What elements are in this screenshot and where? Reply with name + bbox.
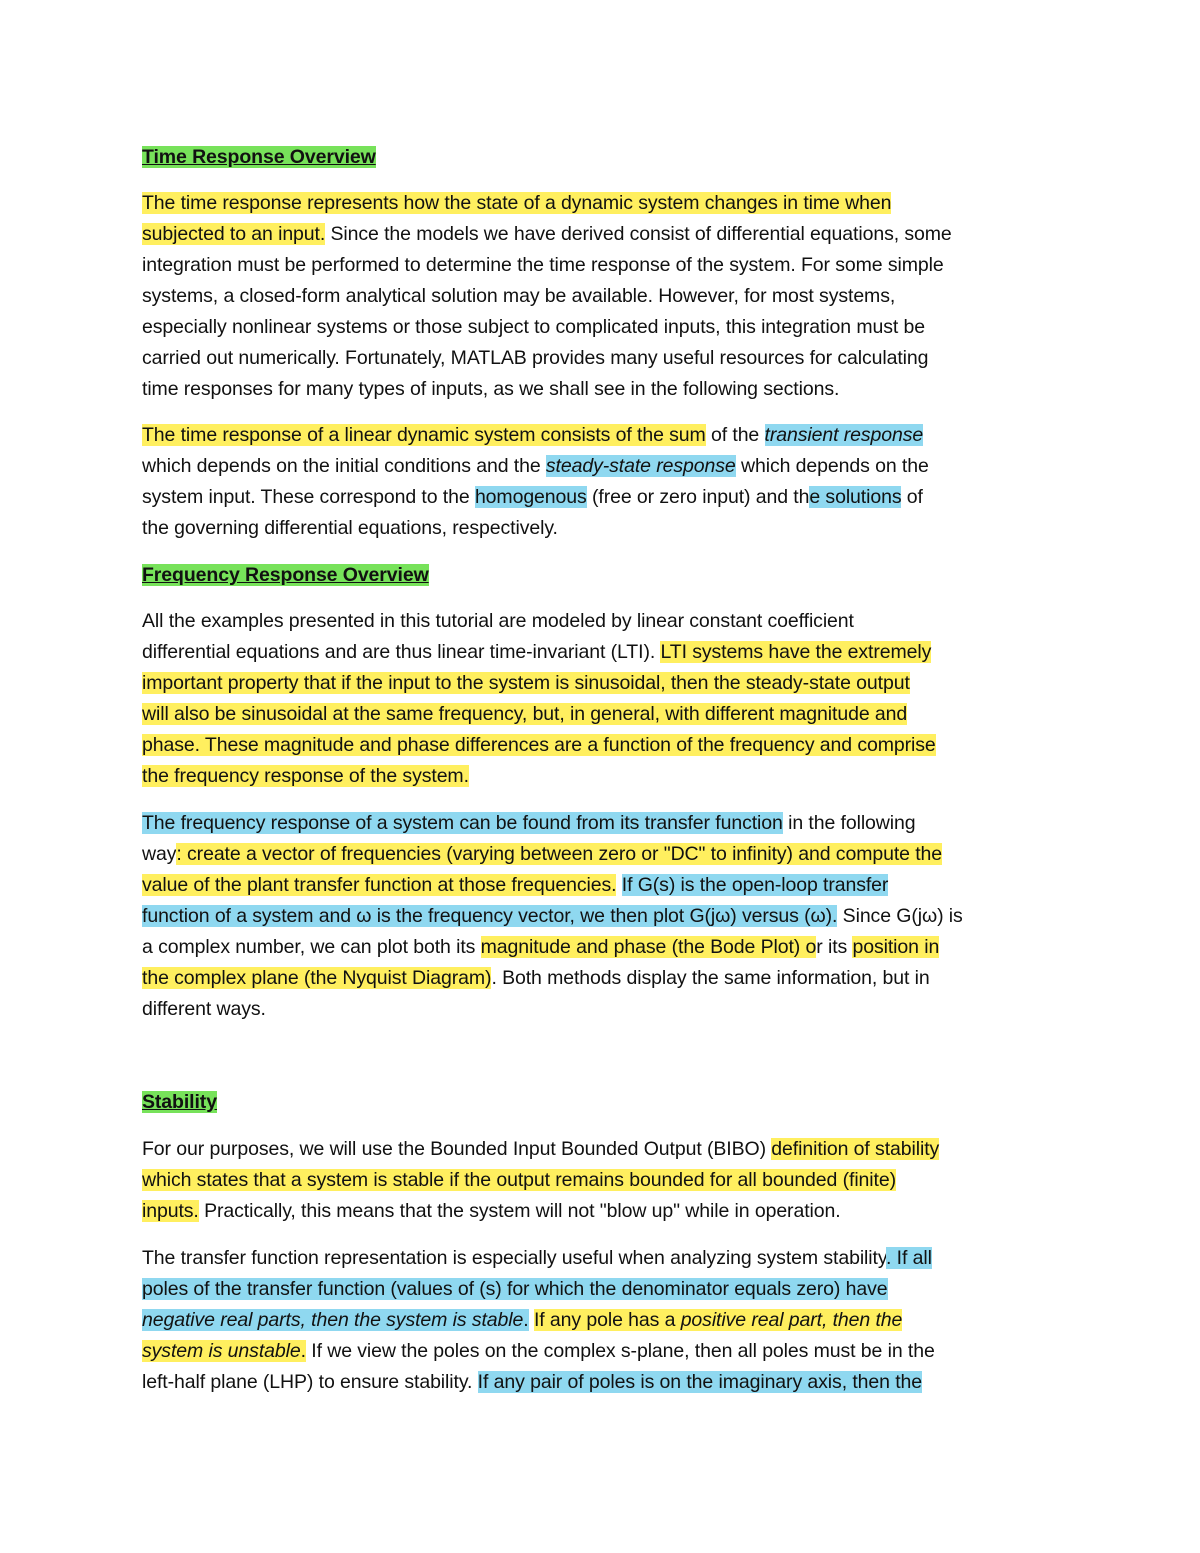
text-line — [142, 1336, 935, 1367]
text-line — [142, 932, 939, 963]
highlighted-text: If — [533, 1309, 550, 1331]
heading-frequency-response — [142, 560, 429, 591]
text-span: of — [901, 486, 923, 508]
text-span: in the following — [782, 812, 916, 834]
text-line — [142, 606, 854, 637]
text-span — [616, 874, 621, 896]
text-line — [142, 730, 936, 761]
highlighted-text: system is unstable — [142, 1340, 301, 1362]
text-line — [142, 1274, 888, 1305]
highlighted-text: homogenous — [474, 486, 587, 508]
highlighted-text: positive real part, then the — [680, 1309, 903, 1331]
highlighted-text: definition of stability — [771, 1138, 940, 1160]
highlighted-text: : create a vector of frequencies (varying between zero or "DC" to infinity) and compute the — [176, 843, 943, 865]
text-span: which depends on the — [735, 455, 929, 477]
text-line — [142, 994, 266, 1025]
text-line — [142, 219, 952, 250]
text-line — [142, 420, 923, 451]
highlighted-text: ny pole has a — [560, 1309, 681, 1331]
text-line — [142, 374, 839, 405]
highlighted-text: the complex plane (the Nyquist Diagram) — [142, 967, 492, 989]
text-span: which depends on the initial conditions and the — [142, 455, 546, 477]
text-span: . Both methods display the same information, but in — [491, 967, 930, 989]
text-line — [142, 312, 925, 343]
highlighted-text: . — [300, 1340, 306, 1362]
highlighted-text: If G(s) is the open-loop transfer — [621, 874, 889, 896]
text-span: integration must be performed to determine the time response of the system. For some simple — [142, 254, 944, 276]
highlighted-text: phase. These magnitude and phase differences are a function of the frequency and comprise — [142, 734, 936, 756]
text-line — [142, 513, 558, 544]
highlighted-text: The frequency response of a system can be found from its transfer function — [142, 812, 783, 834]
text-span: time responses for many types of inputs, as we shall see in the following sections. — [142, 378, 840, 400]
text-line — [142, 637, 931, 668]
text-span: Practically, this means that the system will not "blow up" while in operation. — [198, 1200, 841, 1222]
text-span: way — [142, 843, 177, 865]
highlighted-text: subjected to an input. — [142, 223, 326, 245]
highlighted-text: poles of the transfer function (values of (s) for which the denominator equals zero) have — [142, 1278, 888, 1300]
text-span: (free or zero input) and th — [586, 486, 810, 508]
text-span: For our purposes, we will use the Bounded Input Bounded Output (BIBO) — [142, 1138, 772, 1160]
highlighted-text: a — [549, 1309, 561, 1331]
text-line — [142, 281, 895, 312]
text-line — [142, 963, 930, 994]
highlighted-text: steady-state response — [545, 455, 736, 477]
highlighted-text: transient response — [764, 424, 924, 446]
text-span: of the — [705, 424, 765, 446]
text-line — [142, 1367, 922, 1398]
text-span: the governing differential equations, respectively. — [142, 517, 558, 539]
highlighted-text: position in — [852, 936, 940, 958]
text-line — [142, 699, 907, 730]
text-span: systems, a closed-form analytical solution may be available. However, for most systems, — [142, 285, 896, 307]
highlighted-text: If any pair of poles is on the imaginary axis, then the — [477, 1371, 923, 1393]
text-line — [142, 188, 891, 219]
text-line — [142, 343, 928, 374]
highlighted-text: which states that a system is stable if the output remains bounded for all bounded (finite) — [142, 1169, 896, 1191]
text-span: Since the models we have derived consist of differential equations, some — [325, 223, 952, 245]
highlighted-text: magnitude and phase (the Bode Plot) o — [480, 936, 817, 958]
highlighted-text: Stability — [142, 1091, 217, 1113]
highlighted-text: Frequency Response Overview — [142, 564, 429, 586]
highlighted-text: will also be sinusoidal at the same frequency, but, in general, with different magnitude and — [142, 703, 908, 725]
text-line — [142, 870, 888, 901]
highlighted-text: the frequency response of the system. — [142, 765, 469, 787]
text-span: The transfer function representation is especially useful when analyzing system stability — [142, 1247, 887, 1269]
text-line — [142, 1196, 841, 1227]
text-span: left-half plane (LHP) to ensure stability. — [142, 1371, 478, 1393]
text-line — [142, 482, 923, 513]
text-line — [142, 668, 910, 699]
highlighted-text: The time response of a linear dynamic system consists of the sum — [142, 424, 706, 446]
text-span: If we view the poles on the complex s-plane, then all poles must be in the — [305, 1340, 935, 1362]
text-span: carried out numerically. Fortunately, MATLAB provides many useful resources for calculating — [142, 347, 929, 369]
highlighted-text: The time response represents how the state of a dynamic system changes in time when — [142, 192, 892, 214]
text-line — [142, 808, 916, 839]
text-line — [142, 1305, 902, 1336]
text-span: All the examples presented in this tutorial are modeled by linear constant coefficient — [142, 610, 854, 632]
heading-stability — [142, 1087, 217, 1118]
text-line — [142, 1134, 939, 1165]
text-span: a complex number, we can plot both its — [142, 936, 481, 958]
text-line — [142, 761, 469, 792]
text-span: Since G(jω) is — [837, 905, 963, 927]
highlighted-text: value of the plant transfer function at those frequencies. — [142, 874, 617, 896]
highlighted-text: negative real parts, then the system is stable — [142, 1309, 524, 1331]
highlighted-text: LTI systems have the extremely — [660, 641, 932, 663]
highlighted-text: important property that if the input to the system is sinusoidal, then the steady-state output — [142, 672, 910, 694]
text-span: especially nonlinear systems or those subject to complicated inputs, this integration must be — [142, 316, 926, 338]
text-span: differential equations and are thus linear time-invariant (LTI). — [142, 641, 661, 663]
text-line — [142, 901, 963, 932]
text-line — [142, 250, 944, 281]
highlighted-text: . If all — [886, 1247, 932, 1269]
highlighted-text: e solutions — [809, 486, 902, 508]
text-line — [142, 1165, 896, 1196]
text-span: r its — [816, 936, 853, 958]
text-span: different ways. — [142, 998, 266, 1020]
highlighted-text: inputs. — [142, 1200, 199, 1222]
text-line — [142, 1243, 932, 1274]
text-span: system input. These correspond to the — [142, 486, 475, 508]
highlighted-text: function of a system and ω is the frequency vector, we then plot G(jω) versus (ω). — [142, 905, 838, 927]
heading-time-response — [142, 142, 376, 173]
text-line — [142, 839, 942, 870]
highlighted-text: Time Response Overview — [142, 146, 376, 168]
highlighted-text: . — [523, 1309, 529, 1331]
text-line — [142, 451, 929, 482]
